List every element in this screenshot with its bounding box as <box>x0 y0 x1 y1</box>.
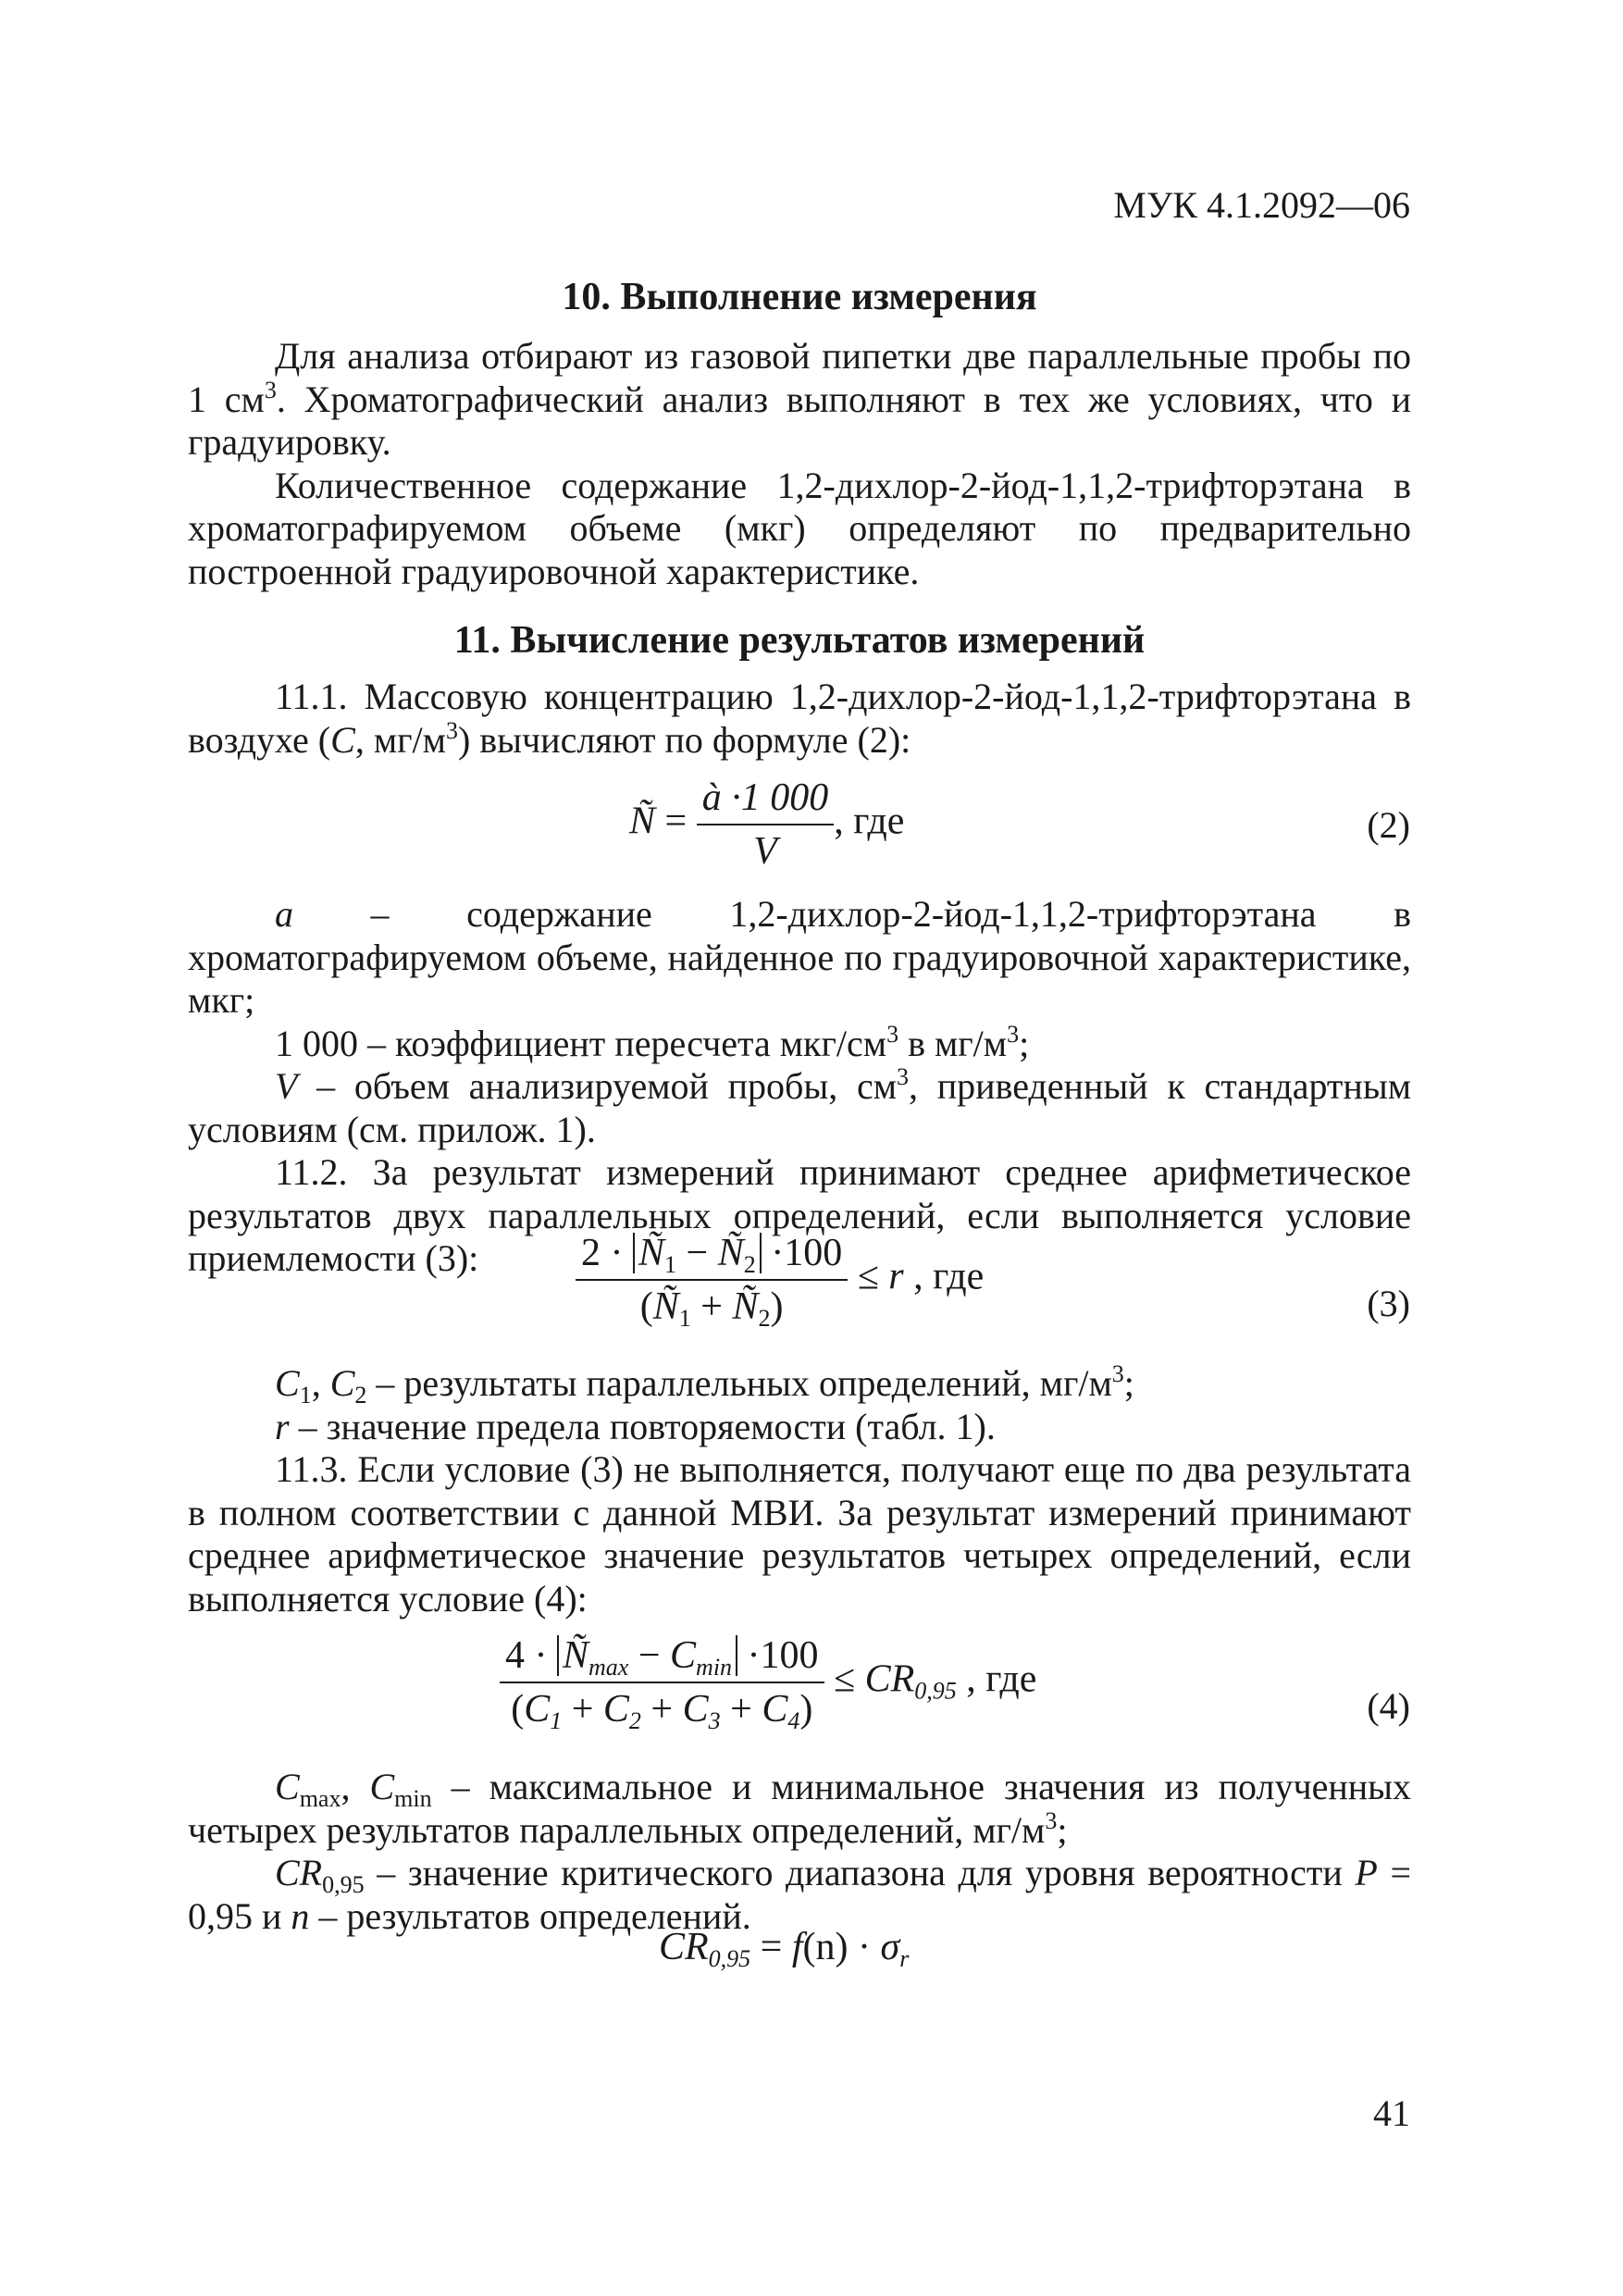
definitions-formula-3: $C_1$, $C_2$ – результаты параллельных определений, $мг/м^3$; r – значение предела повторяемости (табл. 1). 11.3. Если условие (3) не выполняется, получают еще по два результата в полном соответствии с данной МВИ. За результат измерений принимают среднее арифметическое значение результатов четырех определений, если выполняется условие (4): <box>188 1360 1411 1620</box>
section-10-body <box>188 335 1411 593</box>
paragraph-11-2: 11.2. За результат измерений принимают среднее арифметическое результатов двух параллельных определений, если выполняется условие приемлемости (3): <box>188 1151 1411 1279</box>
formula-2: Ñ = $\frac{à \cdot 1 000}{V}$ , где <box>629 776 905 873</box>
document-code: МУК 4.1.2092—06 <box>1113 184 1410 226</box>
paragraph-11-3: 11.3. Если условие (3) не выполняется, получают еще по два результата в полном соответствии с данной МВИ. За результат измерений принимают среднее арифметическое значение результатов четырех определений, если выполняется условие (4): <box>188 1448 1411 1620</box>
page-number: 41 <box>1373 2092 1410 2134</box>
definitions-formula-4: $C_{max}$, $C_{min}$ – максимальное и минимальное значения из полученных четырех результатов параллельных определений, $мг/м^3$; $CR_{0,95}$ – значение критического диапазона для уровня вероятности P = 0,95 и n – результатов определений. <box>188 1766 1412 1937</box>
equation-number-2: (2) <box>1367 804 1410 846</box>
equation-number-3: (3) <box>1367 1283 1410 1324</box>
definitions-formula-2: a – содержание 1,2-дихлор-2-йод-1,1,2-трифторэтана в хроматографируемом объеме, найденное по градуировочной характеристике, мкг; 1 000 – коэффициент пересчета мкг/$см^3$ в $мг/м^3$; V – объем анализируемой пробы, $см^3$, приведенный к стандартным условиям (см. прилож. 1). 11.2. За результат измерений принимают среднее арифметическое результатов двух параллельных определений, если выполняется условие приемлемости (3): <box>188 893 1412 1279</box>
paragraph: Для анализа отбирают из газовой пипетки две параллельные пробы по 1 $см^3$. Хроматографический анализ выполняют в тех же условиях, что и градуировку. <box>188 335 1411 463</box>
formula-4: $\frac{4 \cdot Ñ_{max} - C_{min} \cdot 100}{(C_1 + C_2 + C_3 + C_4)}$ ≤ $CR_{0,95}$ , где <box>500 1633 1036 1731</box>
formula-3: $\frac{2 \cdot Ñ_1 - Ñ_2 \cdot 100}{(Ñ_1 + Ñ_2)}$ ≤ r , где <box>576 1231 984 1329</box>
equation-number-4: (4) <box>1367 1685 1410 1727</box>
section-11-title: 11. Вычисление результатов измерений <box>453 619 1146 662</box>
formula-cr: $CR_{0,95} = f(n) \cdot \sigma_r$ <box>659 1926 910 1972</box>
paragraph: Количественное содержание 1,2-дихлор-2-йод-1,1,2-трифторэтана в хроматографируемом объеме (мкг) определяют по предварительно построенной градуировочной характеристике. <box>188 464 1411 592</box>
section-10-title: 10. Выполнение измерения <box>562 276 1037 318</box>
paragraph-11-1: 11.1. Массовую концентрацию 1,2-дихлор-2-йод-1,1,2-трифторэтана в воздухе (С, $мг/м^3$) вычисляют по формуле (2): <box>188 676 1411 761</box>
